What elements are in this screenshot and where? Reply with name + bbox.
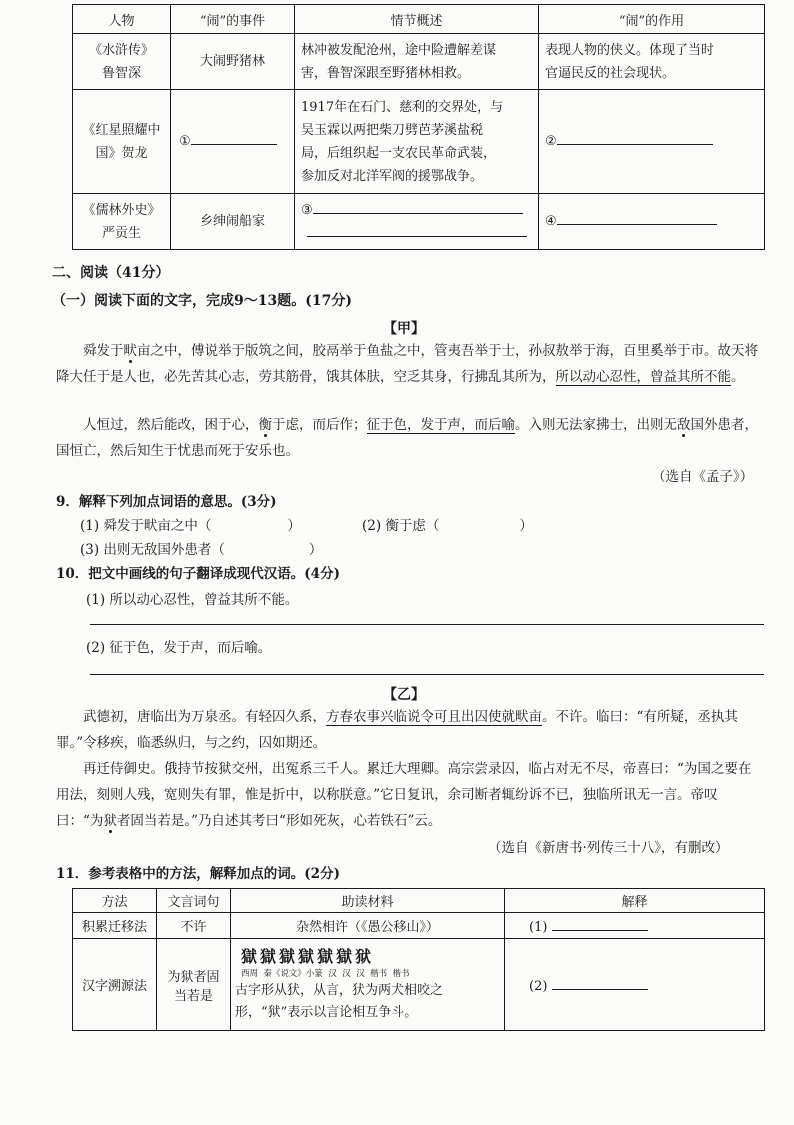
phrase-cell: 为狱者固 当若是 — [157, 939, 231, 1031]
passage-yi-paragraph-1: 武德初，唐临出为万泉丞。有轻囚久系，方春农事兴临说令可且出囚使就畎亩。不许。临曰：“有所疑，丞执其罪。”令移疾，临悉纵归，与之约，囚如期还。 — [56, 709, 738, 751]
passage-yi-paragraph-2: 再迁侍御史。俄持节按狱交州，出冤系三千人。累迁大理卿。高宗尝录囚，临占对无不尽，帝喜曰：“为国之要在用法，刻则人残，宽则失有罪，惟是折中，以称朕意。”它日复讯，余司断者辄纷诉不已，独临所讯无一言。帝叹曰：“为狱者固当若是。”乃自述其考曰“形如死灰，心若铁石”云。 — [56, 761, 752, 829]
table-row — [73, 194, 765, 250]
table-row — [73, 939, 765, 1031]
passage-yi-source: （选自《新唐书·列传三十八》，有删改） — [488, 840, 729, 856]
method-cell: 汉字溯源法 — [73, 939, 157, 1031]
answer-line-2[interactable] — [90, 674, 764, 675]
ancient-glyph: 獄 — [336, 946, 353, 966]
table-header: 文言词句 — [157, 889, 231, 913]
event-cell: 大闹野猪林 — [171, 34, 295, 90]
ancient-glyph: 獄 — [260, 946, 277, 966]
table-header: 情节概述 — [295, 5, 539, 34]
effect-cell: 表现人物的侠义。体现了当时 官逼民反的社会现状。 — [539, 34, 765, 90]
table-header: 解释 — [505, 889, 765, 913]
ancient-glyph: 獄 — [317, 946, 334, 966]
person-cell: 《儒林外史》 严贡生 — [73, 194, 171, 250]
answer-blank-2[interactable]: ② — [539, 90, 765, 194]
q9-item-1[interactable]: (1) 舜发于畎亩之中（ ） — [80, 518, 301, 534]
dotted-word: 敌 — [677, 417, 691, 433]
answer-blank-1[interactable]: ① — [171, 90, 295, 194]
phrase-cell: 不许 — [157, 913, 231, 939]
part-title: （一）阅读下面的文字，完成9～13题。(17分) — [52, 293, 352, 309]
table-header: 助读材料 — [231, 889, 505, 913]
glyph-evolution — [235, 946, 500, 968]
person-cell: 《红星照耀中 国》贺龙 — [73, 90, 171, 194]
passage-jia-title: 【甲】 — [383, 321, 425, 337]
underlined-sentence-1: 所以动心忍性，曾益其所不能 — [555, 369, 731, 385]
answer-blank-4[interactable]: ④ — [539, 194, 765, 250]
ancient-glyph: 狱 — [355, 946, 372, 966]
underlined-sentence-2: 征于色，发于声，而后喻 — [366, 417, 515, 433]
table-header-row — [73, 5, 765, 34]
table-header-row — [73, 889, 765, 913]
table-row — [73, 913, 765, 939]
question-11: 11．参考表格中的方法，解释加点的词。(2分) — [56, 866, 340, 882]
underlined-sentence-3: 方春农事兴临说令可且出囚使就畎亩 — [326, 709, 542, 725]
question-9: 9．解释下列加点词语的意思。(3分) — [56, 494, 277, 510]
dotted-word: 狱 — [103, 813, 117, 829]
summary-cell: 林冲被发配沧州，途中险遭解差谋 害，鲁智深跟至野猪林相救。 — [295, 34, 539, 90]
question-10: 10．把文中画线的句子翻译成现代汉语。(4分) — [56, 566, 340, 582]
q9-item-2[interactable]: (2) 衡于虑（ ） — [362, 518, 533, 534]
passage-jia-paragraph-1: 舜发于畎亩之中，傅说举于版筑之间，胶鬲举于鱼盐之中，管夷吾举于士，孙叔敖举于海，百里奚举于市。故天将降大任于是人也，必先苦其心志，劳其筋骨，饿其体肤，空乏其身，行拂乱其所为，所以动心忍性，曾益其所不能。 — [56, 343, 758, 385]
table-row — [73, 34, 765, 90]
passage-jia-paragraph-2: 人恒过，然后能改，困于心，衡于虑，而后作；征于色，发于声，而后喻。入则无法家拂士，出则无敌国外患者，国恒亡，然后知生于忧患而死于安乐也。 — [56, 417, 758, 459]
answer-blank-6[interactable]: (2) — [505, 939, 765, 1031]
q10-item-1: (1) 所以动心忍性，曾益其所不能。 — [86, 592, 299, 608]
person-cell: 《水浒传》 鲁智深 — [73, 34, 171, 90]
material-cell: 杂然相许（《愚公移山》） — [231, 913, 505, 939]
section-title: 二、阅读（41分） — [52, 265, 170, 281]
ancient-glyph: 獄 — [298, 946, 315, 966]
passage-yi-title: 【乙】 — [383, 687, 425, 703]
q9-item-3[interactable]: (3) 出则无敌国外患者（ ） — [80, 542, 323, 558]
answer-line-1[interactable] — [90, 624, 764, 625]
q10-item-2: (2) 征于色，发于声，而后喻。 — [86, 640, 272, 656]
method-table — [72, 888, 765, 1031]
dotted-word: 畎 — [123, 343, 137, 359]
summary-cell: 1917年在石门、慈利的交界处，与 吴玉霖以两把柴刀劈芭茅溪盐税 局，后组织起一支农民革命武装， 参加反对北洋军阀的援鄂战争。 — [295, 90, 539, 194]
answer-blank-5[interactable]: (1) — [505, 913, 765, 939]
ancient-glyph: 獄 — [241, 946, 258, 966]
method-cell: 积累迁移法 — [73, 913, 157, 939]
table-header: 方法 — [73, 889, 157, 913]
table-header: 人物 — [73, 5, 171, 34]
table-header: “闹”的作用 — [539, 5, 765, 34]
table-header: “闹”的事件 — [171, 5, 295, 34]
comparison-table — [72, 4, 765, 250]
ancient-glyph: 獄 — [279, 946, 296, 966]
dotted-word: 衡 — [258, 417, 272, 433]
event-cell: 乡绅闹船家 — [171, 194, 295, 250]
table-row — [73, 90, 765, 194]
answer-blank-3[interactable]: ③ — [295, 194, 539, 250]
glyph-labels: 西周 秦《说文》小篆 汉 汉 汉 楷书 楷书 — [241, 968, 410, 979]
passage-jia-source: （选自《孟子》） — [652, 469, 754, 485]
material-cell: 獄 獄 獄 獄 獄 獄 狱 西周 秦《说文》小篆 汉 汉 汉 楷书 楷书 古字形从犾，从言，犾为两犬相咬之 形，“狱”表示以言论相互争斗。 — [231, 939, 505, 1031]
